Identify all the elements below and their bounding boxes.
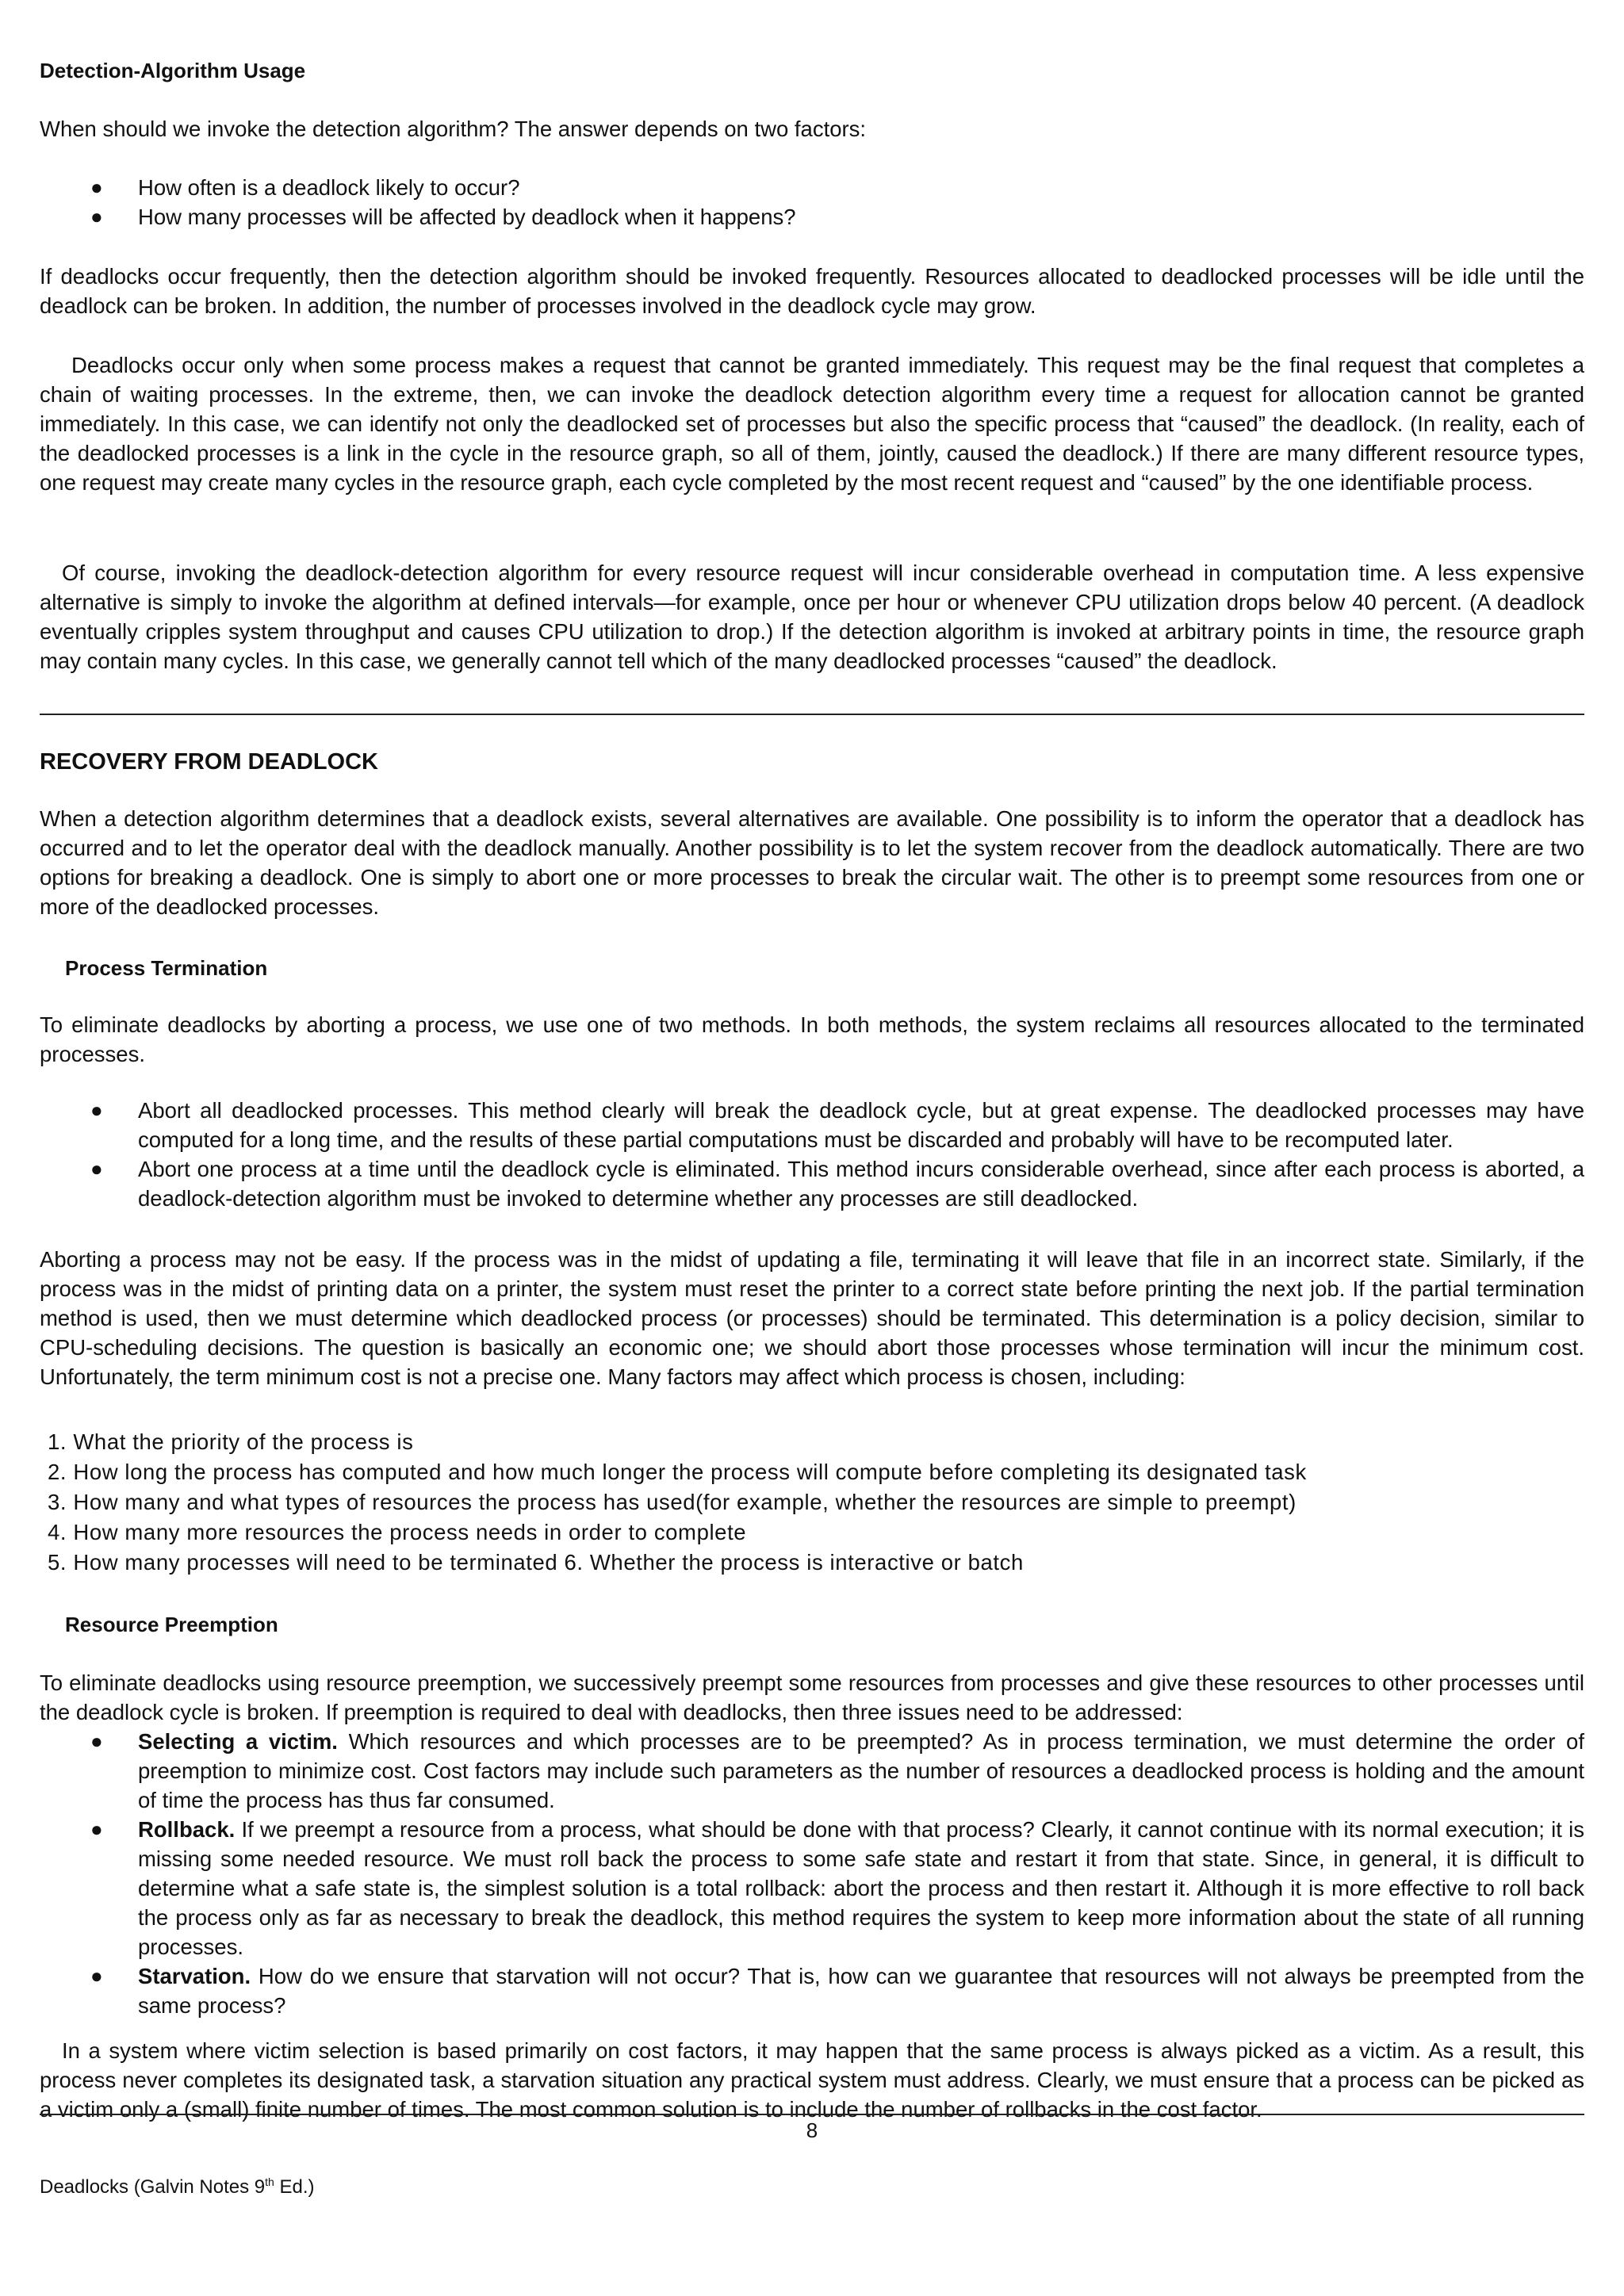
heading-resource-preemption: Resource Preemption: [65, 1613, 278, 1636]
heading-detection-usage: Detection-Algorithm Usage: [40, 59, 306, 82]
list-item: ● How many processes will be affected by deadlock when it happens?: [40, 202, 1584, 232]
preemption-para: In a system where victim selection is based primarily on cost factors, it may happen that the same process is always picked as a victim. As a result, this process never completes its designated task, a starvation situation any practical system must address. Clearly, we must ensure that a process can be picked as a victim only a (small) finite number of times. The most common solution is to include the number of rollbacks in the cost factor.: [40, 2038, 1584, 2122]
bullet-icon: ●: [90, 205, 103, 228]
termination-methods: [40, 1096, 1584, 1213]
recovery-intro: When a detection algorithm determines that a deadlock exists, several alternatives are available. One possibility is to inform the operator that a deadlock has occurred and to let the operator deal with the deadlock manually. Another possibility is to let the system recover from the deadlock automatically. There are two options for breaking a deadlock. One is simply to abort one or more processes to break the circular wait. The other is to preempt some resources from one or more of the deadlocked processes.: [40, 806, 1584, 919]
termination-intro: To eliminate deadlocks by aborting a process, we use one of two methods. In both methods, the system reclaims all resources allocated to the terminated processes.: [40, 1012, 1584, 1066]
footer-divider: [40, 2114, 1584, 2115]
detection-para-2: Deadlocks occur only when some process makes a request that cannot be granted immediately. This request may be the final request that completes a chain of waiting processes. In the extreme, then, we can invoke the deadlock detection algorithm every time a request for allocation cannot be granted immediately. In this case, we can identify not only the deadlocked set of processes but also the specific process that “caused” the deadlock. (In reality, each of the deadlocked processes is a link in the cycle in the resource graph, so all of them, jointly, caused the deadlock.) If there are many different resource types, one request may create many cycles in the resource graph, each cycle completed by the most recent request and “caused” by the one identifiable process.: [40, 353, 1584, 495]
preemption-intro: To eliminate deadlocks using resource preemption, we successively preempt some resources from processes and give these resources to other processes until the deadlock cycle is broken. If preemption is required to deal with deadlocks, then three issues need to be addressed:: [40, 1670, 1584, 1724]
preemption-issues: [40, 1727, 1584, 2020]
list-item: ● Abort one process at a time until the deadlock cycle is eliminated. This method incurs considerable overhead, since after each process is aborted, a deadlock-detection algorithm must be invoked to determine whether any processes are still deadlocked.: [40, 1154, 1584, 1213]
list-item: ● How often is a deadlock likely to occur?: [40, 173, 1584, 202]
termination-para: Aborting a process may not be easy. If the process was in the midst of updating a file, terminating it will leave that file in an incorrect state. Similarly, if the process was in the midst of printing data on a printer, the system must reset the printer to a correct state before printing the next job. If the partial termination method is used, then we must determine which deadlocked process (or processes) should be terminated. This determination is a policy decision, similar to CPU-scheduling decisions. The question is basically an economic one; we should abort those processes whose termination will incur the minimum cost. Unfortunately, the term minimum cost is not a precise one. Many factors may affect which process is chosen, including:: [40, 1247, 1584, 1389]
bullet-icon: ●: [90, 1964, 103, 1988]
termination-factors: [40, 1427, 1584, 1578]
list-item: ● Starvation. How do we ensure that starvation will not occur? That is, how can we guarantee that resources will not always be preempted from the same process?: [40, 1961, 1584, 2020]
bullet-icon: ●: [90, 1157, 103, 1181]
detection-para-3: Of course, invoking the deadlock-detection algorithm for every resource request will incur considerable overhead in computation time. A less expensive alternative is simply to invoke the algorithm at defined intervals—for example, once per hour or whenever CPU utilization drops below 40 percent. (A deadlock eventually cripples system throughput and causes CPU utilization to drop.) If the detection algorithm is invoked at arbitrary points in time, the resource graph may contain many cycles. In this case, we generally cannot tell which of the many deadlocked processes “caused” the deadlock.: [40, 561, 1584, 673]
bullet-icon: ●: [90, 1817, 103, 1841]
list-item: ● Selecting a victim. Which resources and which processes are to be preempted? As in process termination, we must determine the order of preemption to minimize cost. Cost factors may include such parameters as the number of resources a deadlocked process is holding and the amount of time the process has thus far consumed.: [40, 1727, 1584, 1815]
list-item: 3. How many and what types of resources the process has used(for example, whether the resources are simple to preempt): [48, 1490, 1297, 1514]
list-item: 2. How long the process has computed and how much longer the process will compute before completing its designated task: [48, 1460, 1307, 1484]
list-item: 1. What the priority of the process is: [48, 1429, 414, 1454]
page-number: 8: [806, 2118, 818, 2142]
heading-recovery: RECOVERY FROM DEADLOCK: [40, 749, 378, 775]
footer-title: Deadlocks (Galvin Notes 9th Ed.): [40, 2175, 315, 2198]
detection-para-1: If deadlocks occur frequently, then the detection algorithm should be invoked frequently. Resources allocated to deadlocked processes will be idle until the deadlock can be broken. In addition, the number of processes involved in the deadlock cycle may grow.: [40, 264, 1584, 318]
factor-list: [40, 173, 1584, 232]
heading-process-termination: Process Termination: [65, 956, 268, 980]
list-item: ● Rollback. If we preempt a resource from a process, what should be done with that process? Clearly, it cannot continue with its normal execution; it is missing some needed resource. We must roll back the process to some safe state and restart it from that state. Since, in general, it is difficult to determine what a safe state is, the simplest solution is a total rollback: abort the process and then restart it. Although it is more effective to roll back the process only as far as necessary to break the deadlock, this method requires the system to keep more information about the state of all running processes.: [40, 1815, 1584, 1961]
section-divider: [40, 714, 1584, 715]
detection-intro: When should we invoke the detection algorithm? The answer depends on two factors:: [40, 117, 867, 141]
list-item: ● Abort all deadlocked processes. This method clearly will break the deadlock cycle, but at great expense. The deadlocked processes may have computed for a long time, and the results of these partial computations must be discarded and probably will have to be recomputed later.: [40, 1096, 1584, 1154]
list-item: 4. How many more resources the process needs in order to complete: [48, 1520, 747, 1544]
bullet-icon: ●: [90, 175, 103, 199]
bullet-icon: ●: [90, 1098, 103, 1122]
bullet-icon: ●: [90, 1729, 103, 1753]
list-item: 5. How many processes will need to be terminated 6. Whether the process is interactive or batch: [48, 1550, 1024, 1575]
